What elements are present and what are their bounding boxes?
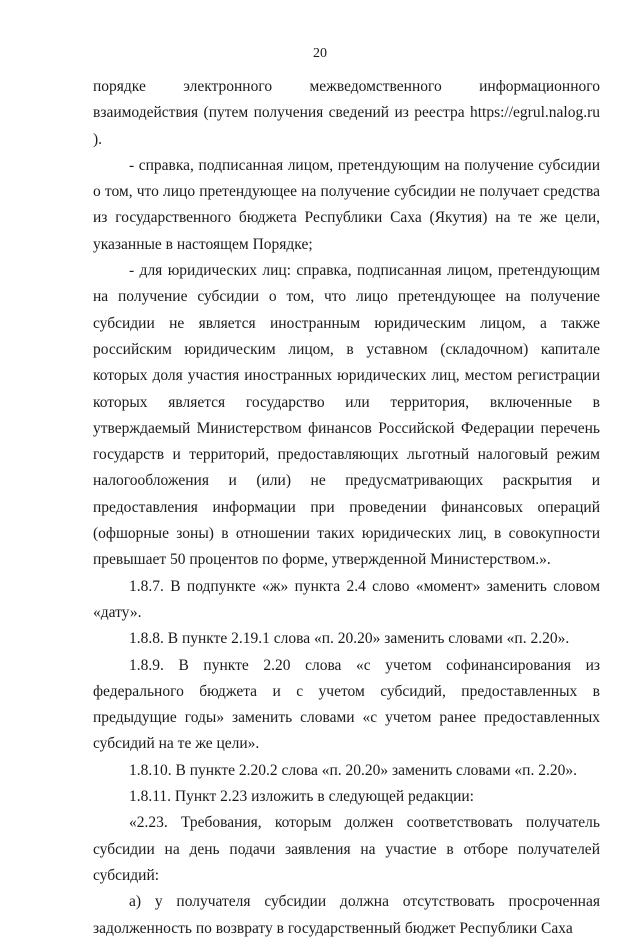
paragraph: 1.8.9. В пункте 2.20 слова «с учетом софинансирования из федерального бюджета и с учетом субсидий, предоставленных в предыдущие годы» заменить словами «с учетом ранее предоставленных субсидий на те же цели». [93,656,600,753]
paragraph: - для юридических лиц: справка, подписанная лицом, претендующим на получение субсидии о том, что лицо претендующее на получение субсидии не является иностранным юридическим лицом, а также российским юридическим лицом, в уставном (складочном) капитале которых доля участия иностранных юридических лиц, местом регистрации которых является государство или территория, включенные в утверждаемый Министерством финансов Российской Федерации перечень государств и территорий, предоставляющих льготный налоговый режим налогообложения и (или) не предусматривающих раскрытия и предоставления информации при проведении финансовых операций (офшорные зоны) в отношении таких юридических лиц, в совокупности превышает 50 процентов по форме, утвержденной Министерством.». [93,262,600,569]
paragraph: 1.8.10. В пункте 2.20.2 слова «п. 20.20» заменить словами «п. 2.20». [129,761,577,779]
paragraph: - справка, подписанная лицом, претендующим на получение субсидии о том, что лицо претендующее на получение субсидии не получает средства из государственного бюджета Республики Саха (Якутия) на те же цели, указанные в настоящем Порядке; [93,156,600,253]
paragraph: 1.8.7. В подпункте «ж» пункта 2.4 слово «момент» заменить словом «дату». [93,577,600,621]
page-number: 20 [313,46,327,61]
document-body [93,74,600,942]
paragraph: порядке электронного межведомственного информационного взаимодействия (путем получения сведений из реестра https://egrul.nalog.ru ). [93,78,600,148]
paragraph: «2.23. Требования, которым должен соответствовать получатель субсидии на день подачи заявления на участие в отборе получателей субсидий: [93,814,600,884]
paragraph: а) у получателя субсидии должна отсутствовать просроченная задолженность по возврату в государственный бюджет Республики Саха [93,893,600,937]
paragraph: 1.8.8. В пункте 2.19.1 слова «п. 20.20» заменить словами «п. 2.20». [129,630,570,648]
paragraph: 1.8.11. Пункт 2.23 изложить в следующей редакции: [129,788,474,806]
